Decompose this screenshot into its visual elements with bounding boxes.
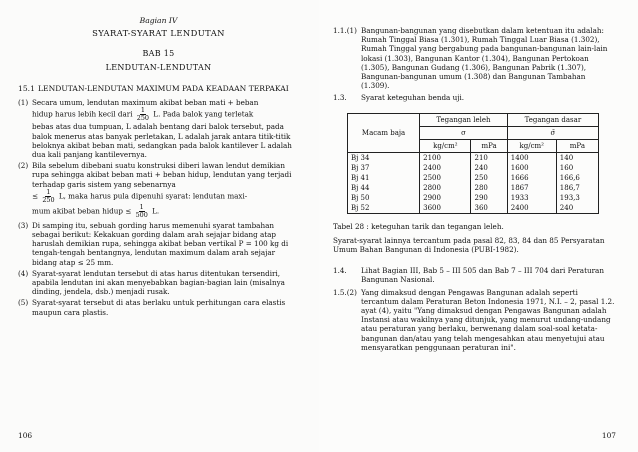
paragraph: Syarat-syarat lainnya tercantum pada pasal 82, 83, 84 dan 85 Persyaratan Umum Bahan Bangunan di Indonesia (PUBI-1982).	[333, 235, 605, 255]
table-cell: 2900	[420, 193, 471, 203]
table-cell: 166,6	[556, 173, 598, 183]
part-title: SYARAT-SYARAT LENDUTAN	[92, 28, 225, 39]
table-row	[348, 152, 599, 163]
table-cell: Bj 50	[348, 193, 420, 203]
table-cell: 240	[556, 203, 598, 214]
table-cell: 1600	[507, 163, 556, 173]
table-cell: 280	[471, 183, 507, 193]
page-number: 107	[601, 431, 616, 440]
table-header: Tegangan dasar	[507, 113, 598, 126]
table-cell: 360	[471, 203, 507, 214]
table-header: Tegangan leleh	[420, 113, 508, 126]
table-cell: 2500	[420, 173, 471, 183]
list-item	[333, 288, 616, 352]
item-text: Yang dimaksud dengan Pengawas Bangunan adalah seperti tercantum dalam Peraturan Beton Indonesia 1971, N.I. – 2, pasal 1.2. ayat (4), yaitu "Yang dimaksud dengan Pengawas Bangunan adalah Instansi atau wakilnya yang ditunjuk, yang menurut undang-undang atau peraturan yang berlaku, berwenang dalam soal-soal ketata-bangunan dan/atau yang telah mengesahkan atau menyetujui atau mensyaratkan penggunaan peraturan ini".	[361, 287, 615, 352]
item-number: (5)	[18, 298, 29, 308]
table-cell: 2100	[420, 152, 471, 163]
item-number: 1.3.	[333, 93, 347, 103]
table-row	[348, 163, 599, 173]
item-text: ≤	[32, 191, 39, 201]
table-cell: 1933	[507, 193, 556, 203]
table-cell: 2400	[420, 163, 471, 173]
list-item	[18, 298, 299, 316]
section-heading	[18, 84, 299, 93]
table-row	[348, 203, 599, 214]
section-number: 15.1	[18, 84, 35, 94]
table-cell: 193,3	[556, 193, 598, 203]
table-cell: Bj 52	[348, 203, 420, 214]
list-item	[18, 98, 299, 159]
table-cell: Bj 44	[348, 183, 420, 193]
right-page	[319, 0, 638, 452]
item-text: L. Pada balok yang terletak	[153, 109, 254, 119]
table-cell: Bj 37	[348, 163, 420, 173]
item-text: mum akibat beban hidup ≤	[32, 206, 132, 216]
table-row	[348, 183, 599, 193]
table-cell: Bj 41	[348, 173, 420, 183]
fraction-denominator: 500	[135, 210, 148, 219]
part-label: Bagian IV	[139, 16, 178, 25]
list-item	[18, 269, 299, 297]
item-text: bebas atas dua tumpuan, L adalah bentang dari balok tersebut, pada balok menerus atas banyak perletakan, L adalah jarak antara titik-titik beloknya akibat beban mati, sedangkan pada balok kantilever L adalah dua kali panjang kantilevernya.	[32, 122, 292, 160]
fraction-numerator: 1	[139, 202, 144, 211]
table-cell: 1867	[507, 183, 556, 193]
table-cell: 250	[471, 173, 507, 183]
table-cell: 3600	[420, 203, 471, 214]
item-number: 1.1.(1)	[333, 26, 357, 35]
fraction	[136, 204, 148, 219]
table-header: kg/cm²	[420, 139, 471, 152]
table-row	[348, 173, 599, 183]
table-cell: 1666	[507, 173, 556, 183]
page-number: 106	[18, 431, 33, 440]
fraction-denominator: 250	[42, 195, 55, 204]
table-cell: 160	[556, 163, 598, 173]
item-text: Di samping itu, sebuah gording harus memenuhi syarat tambahan sebagai berikut: Kekakuan gording dalam arah sejajar bidang atap haruslah demikian rupa, sehingga akibat beban vertikal P = 100 kg di tengah-tengah bentangnya, lendutan maximum dalam arah sejajar bidang atap ≤ 25 mm.	[32, 220, 289, 267]
table-caption: Tabel 28 : keteguhan tarik dan tegangan leleh.	[333, 221, 504, 231]
item-text: Bangunan-bangunan yang disebutkan dalam ketentuan itu adalah: Rumah Tinggal Biasa (1.301), Rumah Tinggal Luar Biasa (1.302), Rumah Tinggal yang bergabung pada bangunan-bangunan lain-lain lokasi (1.303), Bangunan Kantor (1.304), Bangunan Pertokoan (1.305), Bangunan Gudang (1.306), Bangunan Pabrik (1.307), Bangunan-bangunan umum (1.308) dan Bangunan Tambahan (1.309).	[361, 26, 608, 91]
item-number: (4)	[18, 268, 29, 278]
item-text: Syarat-syarat lendutan tersebut di atas harus ditentukan tersendiri, apabila lendutan ini akan menyebabkan bagian-bagian lain (misalnya dinding, jendela, dsb.) menjadi rusak.	[32, 268, 285, 297]
item-text: Bila sebelum dibebani suatu konstruksi diberi lawan lendut demikian rupa sehingga akibat beban mati + beban hidup, lendutan yang terjadi terhadap garis sistem yang sebenarnya	[32, 161, 292, 189]
table-header: σ	[420, 126, 508, 139]
item-text: hidup harus lebih kecil dari	[32, 109, 133, 119]
table-cell: 2800	[420, 183, 471, 193]
item-text: Syarat keteguhan benda uji.	[361, 93, 465, 103]
table-cell: 1400	[507, 152, 556, 163]
fraction-denominator: 250	[136, 114, 149, 123]
table-cell: 240	[471, 163, 507, 173]
item-text: Syarat-syarat tersebut di atas berlaku untuk perhitungan cara elastis maupun cara plastis.	[32, 298, 286, 317]
table-cell: Bj 34	[348, 152, 420, 163]
table-header: kg/cm²	[507, 139, 556, 152]
table-cell: 2400	[507, 203, 556, 214]
item-number: 1.5.(2)	[333, 287, 357, 297]
list-item	[333, 93, 616, 102]
item-text: L, maka harus pula dipenuhi syarat: lendutan maxi-	[58, 191, 248, 201]
table-header: mPa	[471, 139, 507, 152]
item-text: Secara umum, lendutan maximum akibat beban mati + beban	[32, 98, 259, 108]
list-item	[18, 161, 299, 219]
table-row	[348, 193, 599, 203]
item-number: 1.4.	[333, 266, 347, 276]
item-number: (1)	[18, 98, 29, 108]
section-title: LENDUTAN-LENDUTAN MAXIMUM PADA KEADAAN TERPAKAI	[38, 84, 289, 94]
item-text: Lihat Bagian III, Bab 5 – III 505 dan Bab 7 – III 704 dari Peraturan Bangunan Nasional.	[361, 266, 604, 285]
list-item	[333, 26, 616, 90]
steel-table	[347, 113, 599, 214]
table-cell: 210	[471, 152, 507, 163]
table-cell: 186,7	[556, 183, 598, 193]
table-header: σ̄	[507, 126, 598, 139]
fraction	[137, 107, 149, 122]
table-header: Macam baja	[348, 113, 420, 152]
item-number: (2)	[18, 161, 29, 171]
item-number: (3)	[18, 220, 29, 230]
table-cell: 140	[556, 152, 598, 163]
list-item	[333, 266, 616, 284]
table-cell: 290	[471, 193, 507, 203]
fraction-numerator: 1	[46, 187, 51, 196]
chapter-title: LENDUTAN-LENDUTAN	[105, 63, 212, 73]
fraction-numerator: 1	[140, 106, 145, 115]
item-text: L.	[152, 206, 160, 216]
chapter-label: BAB 15	[142, 49, 175, 59]
table-header: mPa	[556, 139, 598, 152]
list-item	[18, 221, 299, 267]
fraction	[42, 189, 54, 204]
